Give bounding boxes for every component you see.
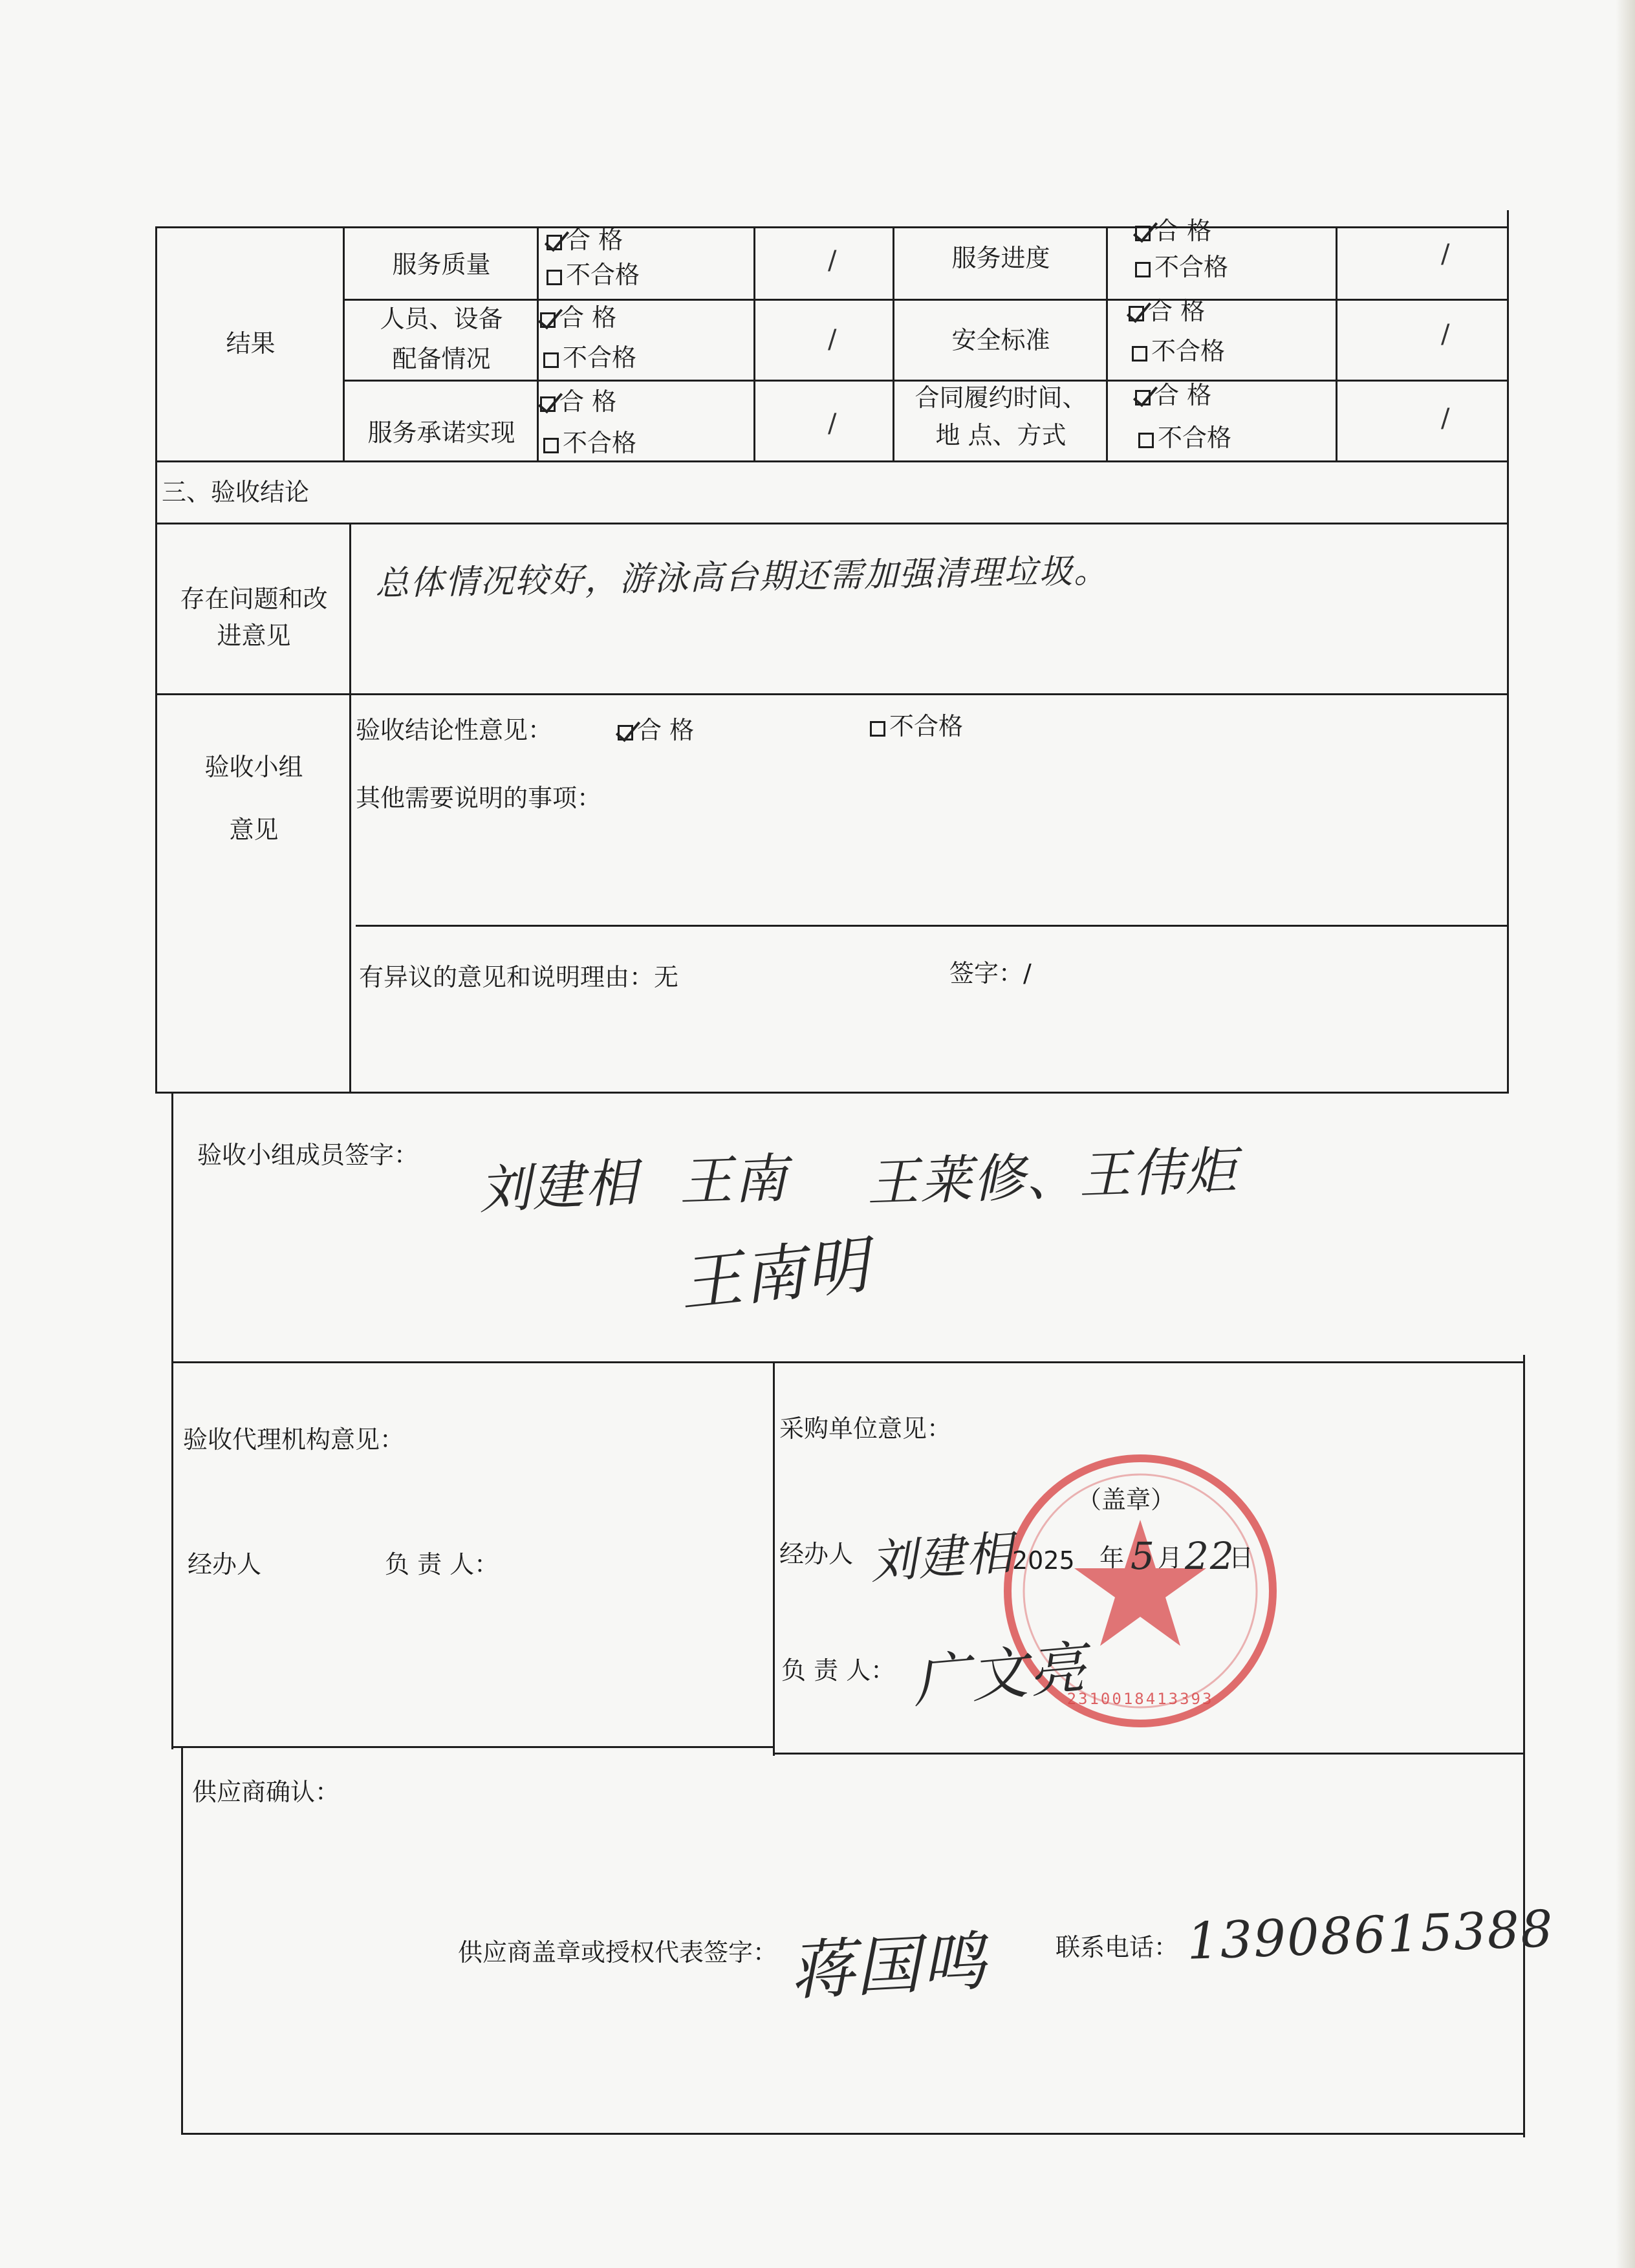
checked-box-icon — [1135, 390, 1151, 405]
checkbox-icon — [870, 721, 885, 737]
opinion-fail-checkbox[interactable]: 不合格 — [870, 713, 963, 741]
phone-label: 联系电话： — [1056, 1933, 1179, 1961]
purchaser-handler: 经办人 — [779, 1540, 854, 1568]
group-label-line2: 意见 — [229, 815, 279, 844]
fail-checkbox[interactable]: 不合格 — [1138, 424, 1231, 453]
item-contract-performance-line2: 地 点、方式 — [935, 421, 1067, 449]
supplier-signature: 蒋国鸣 — [787, 1923, 990, 2009]
note-value: / — [828, 325, 837, 354]
checked-box-icon — [1129, 306, 1144, 321]
scan-edge — [1616, 0, 1635, 2268]
fail-checkbox[interactable]: 不合格 — [547, 261, 640, 290]
fail-checkbox[interactable]: 不合格 — [543, 344, 636, 373]
item-contract-performance: 合同履约时间、 — [915, 383, 1087, 412]
conclusion-heading: 三、验收结论 — [162, 478, 310, 506]
results-label: 结果 — [226, 329, 276, 358]
fail-checkbox[interactable]: 不合格 — [1132, 338, 1225, 366]
agency-label: 验收代理机构意见： — [183, 1425, 405, 1454]
item-safety-standard: 安全标准 — [951, 326, 1050, 354]
checked-box-icon — [618, 725, 633, 740]
purchaser-leader-signature: 广文亮 — [909, 1634, 1090, 1716]
member-signature: 王莱修、王伟炬 — [865, 1140, 1239, 1213]
note-value: / — [828, 246, 837, 275]
item-staff-equipment-line2: 配备情况 — [392, 345, 491, 373]
pass-checkbox[interactable]: 合 格 — [540, 304, 616, 332]
purchaser-label: 采购单位意见： — [779, 1414, 952, 1443]
fail-checkbox[interactable]: 不合格 — [543, 429, 636, 458]
note-value: / — [1441, 239, 1450, 269]
phone-value: 13908615388 — [1186, 1900, 1555, 1971]
pass-checkbox[interactable]: 合 格 — [547, 226, 623, 255]
date-year-label: 年 — [1099, 1544, 1125, 1572]
member-signature: 王南明 — [676, 1228, 873, 1321]
date-day-label: 日 — [1229, 1544, 1254, 1572]
note-value: / — [1441, 319, 1450, 349]
pass-checkbox[interactable]: 合 格 — [1129, 297, 1205, 326]
checkbox-icon — [543, 438, 559, 453]
checked-box-icon — [547, 235, 562, 250]
supplier-label: 供应商确认： — [192, 1778, 340, 1806]
dissent-signature: 签字：/ — [949, 959, 1032, 988]
purchaser-leader: 负 责 人： — [781, 1656, 896, 1685]
agency-handler: 经办人 — [188, 1550, 262, 1579]
checked-box-icon — [540, 396, 556, 412]
seal-number: 2310018413393 — [1067, 1690, 1214, 1708]
date-day: 22 — [1185, 1534, 1235, 1578]
opinion-pass-checkbox[interactable]: 合 格 — [618, 717, 694, 745]
checkbox-icon — [1138, 433, 1154, 448]
member-signature: 刘建相 — [477, 1152, 640, 1221]
item-service-quality: 服务质量 — [392, 250, 491, 279]
opinion-label: 验收结论性意见： — [356, 716, 553, 744]
member-signature: 王南 — [678, 1148, 789, 1213]
issues-label-line2: 进意见 — [217, 621, 291, 650]
dissent-text: 有异议的意见和说明理由：无 — [359, 963, 679, 991]
date-year: 2025 — [1012, 1546, 1075, 1575]
purchaser-handler-signature: 刘建相 — [868, 1525, 1016, 1590]
item-service-commitment: 服务承诺实现 — [367, 418, 515, 447]
pass-checkbox[interactable]: 合 格 — [1135, 382, 1211, 410]
other-matters-label: 其他需要说明的事项： — [356, 784, 602, 812]
checkbox-icon — [543, 352, 559, 368]
note-value: / — [828, 409, 837, 438]
fail-checkbox[interactable]: 不合格 — [1135, 254, 1228, 282]
date-month-label: 月 — [1158, 1544, 1183, 1572]
checkbox-icon — [1135, 262, 1151, 277]
members-label: 验收小组成员签字： — [197, 1141, 419, 1169]
checkbox-icon — [547, 270, 562, 285]
note-value: / — [1441, 404, 1450, 433]
checkbox-icon — [1132, 346, 1147, 362]
pass-checkbox[interactable]: 合 格 — [540, 388, 616, 416]
pass-checkbox[interactable]: 合 格 — [1135, 217, 1211, 246]
issues-label: 存在问题和改 — [180, 585, 328, 613]
group-label: 验收小组 — [204, 753, 303, 781]
checked-box-icon — [1135, 226, 1151, 241]
checked-box-icon — [540, 312, 556, 328]
supplier-sign-label: 供应商盖章或授权代表签字： — [458, 1938, 778, 1967]
item-staff-equipment: 人员、设备 — [380, 305, 503, 333]
date-month: 5 — [1131, 1534, 1156, 1578]
agency-leader: 负 责 人： — [385, 1550, 499, 1579]
seal-note: （盖章） — [1077, 1485, 1176, 1514]
issues-handwriting: 总体情况较好，游泳高台期还需加强清理垃圾。 — [374, 552, 1109, 603]
item-service-progress: 服务进度 — [951, 244, 1050, 272]
